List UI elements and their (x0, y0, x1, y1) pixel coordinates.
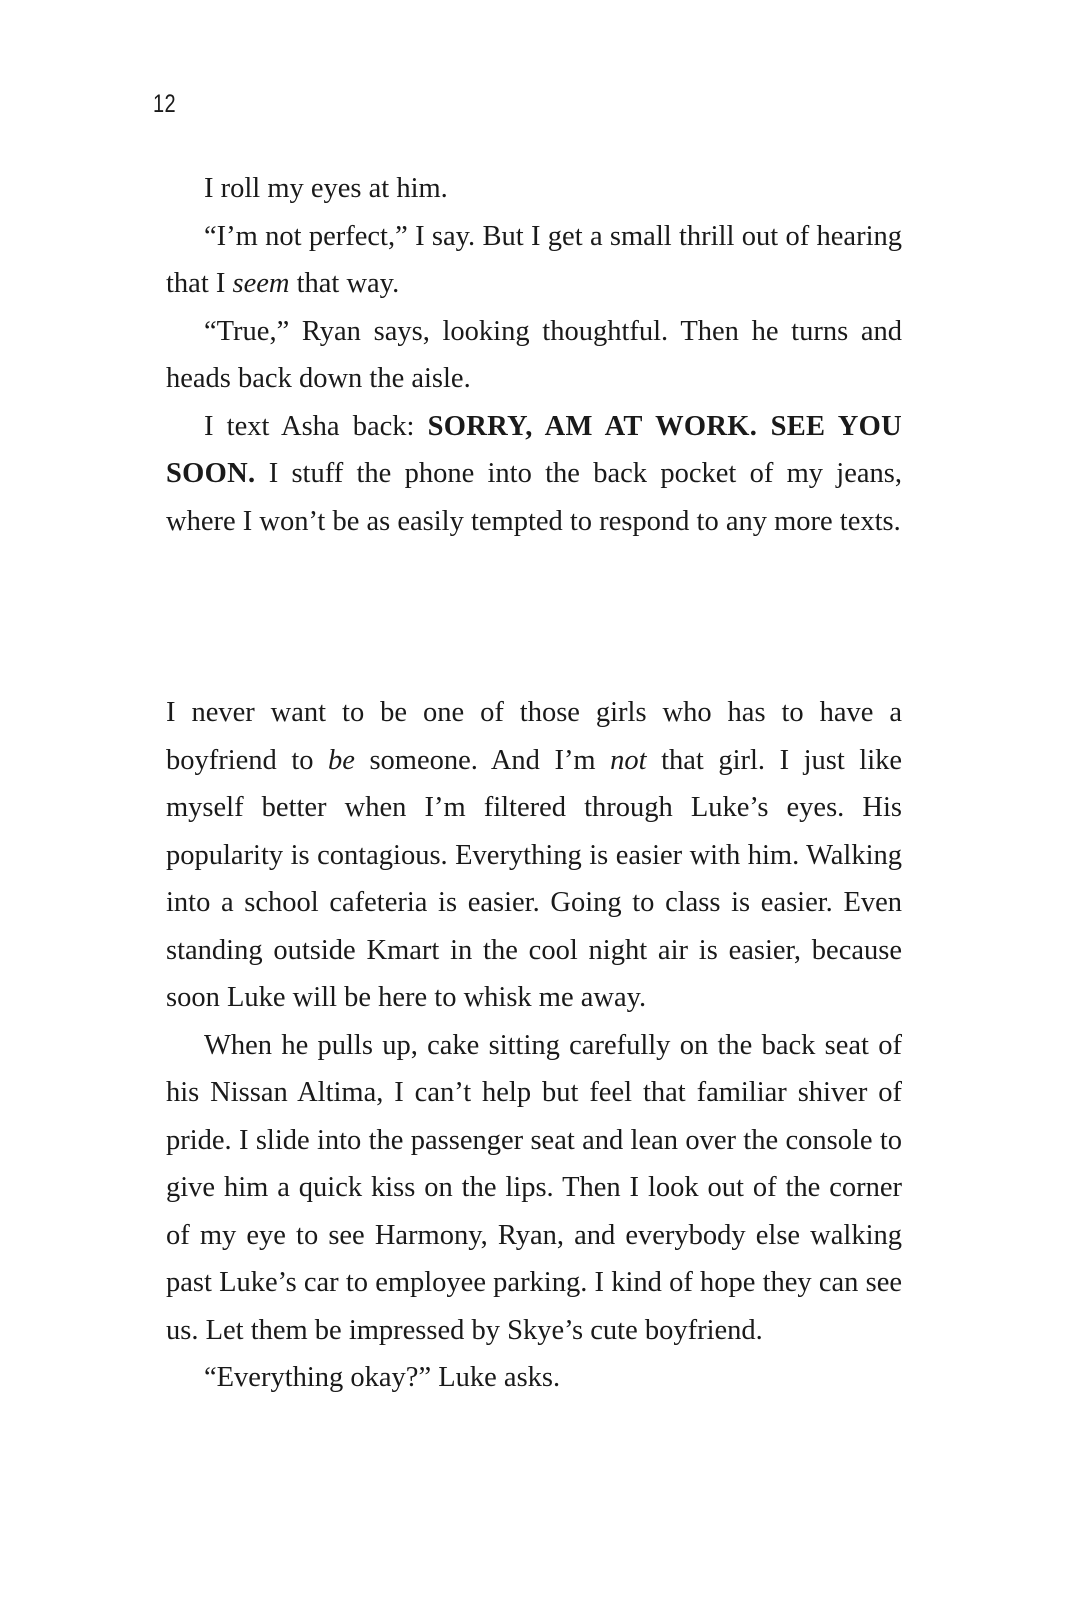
paragraph-text: “Everything okay?” Luke asks. (204, 1362, 561, 1393)
text-run: that girl. I just like myself better when I’m filtered through Luke’s eyes. His popularity is contagious. Everything is easier with him. Walking into a school cafeteria is easier. Going to class is easier. Even standing outside Kmart in the cool night air is easier, because soon Luke will be here to whisk me away. (166, 744, 903, 1013)
text-run: I never want to be one of those girls who has to have a boyfriend to (166, 697, 902, 776)
paragraph (166, 165, 902, 213)
paragraph (166, 403, 902, 546)
emphasis-text: be (328, 744, 355, 776)
text-run: I stuff the phone into the back pocket of my jeans, where I won’t be as easily tempted to respond to any more texts. (166, 458, 902, 537)
paragraph-text: “True,” Ryan says, looking thoughtful. Then he turns and heads back down the aisle. (166, 315, 902, 394)
paragraph (166, 1354, 902, 1402)
text-section-1 (166, 165, 902, 545)
text-message: SORRY, AM AT WORK. SEE YOU SOON. (166, 410, 902, 489)
text-run: “I’m not perfect,” I say. But I get a small thrill out of hearing that I (166, 220, 902, 299)
emphasis-text: not (610, 744, 647, 776)
text-run: someone. And I’m (354, 744, 611, 776)
paragraph (166, 689, 902, 1022)
emphasis-text: seem (232, 268, 290, 299)
text-run: that way. (289, 268, 400, 299)
text-section-2 (166, 689, 902, 1402)
text-run: I text Asha back: (204, 410, 428, 442)
paragraph (166, 1022, 902, 1355)
paragraph (166, 213, 902, 308)
paragraph-text: When he pulls up, cake sitting carefully on the back seat of his Nissan Altima, I can’t help but feel that familiar shiver of pride. I slide into the passenger seat and lean over the console to give him a quick kiss on the lips. Then I look out of the corner of my eye to see Harmony, Ryan, and everybody else walking past Luke’s car to employee parking. I kind of hope they can see us. Let them be impressed by Skye’s cute boyfriend. (166, 1029, 902, 1346)
page-number: 12 (153, 90, 177, 118)
paragraph (166, 308, 902, 403)
paragraph-text: I roll my eyes at him. (204, 173, 448, 204)
